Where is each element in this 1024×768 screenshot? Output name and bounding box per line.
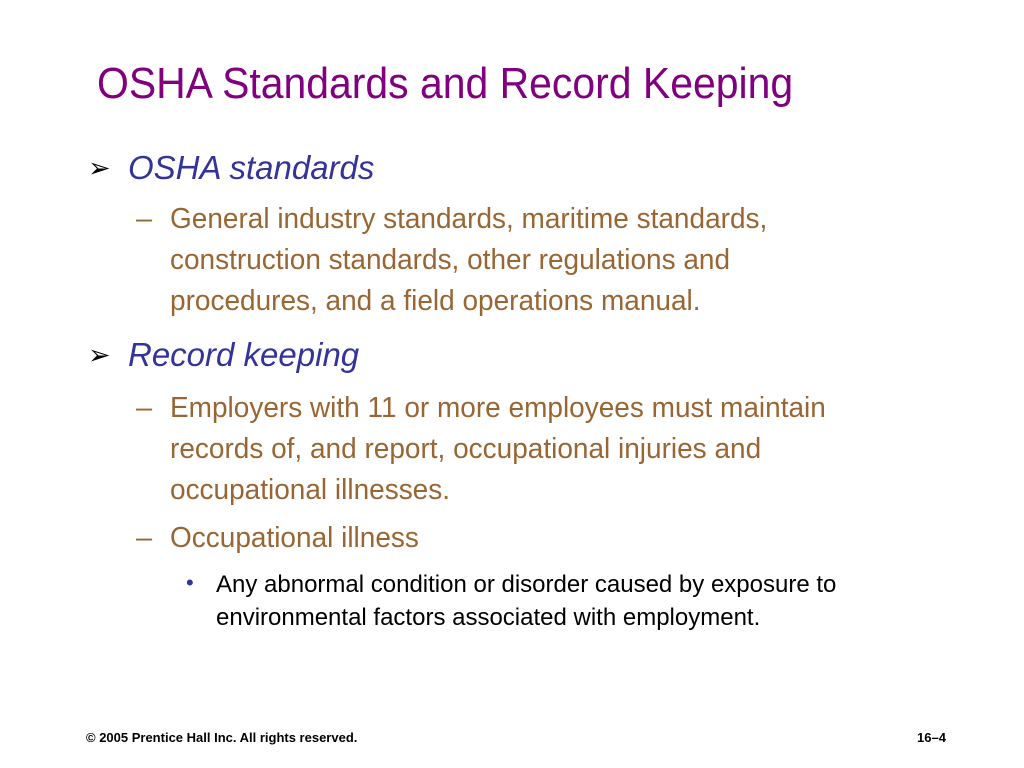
sub-list-item-text: Any abnormal condition or disorder caused by exposure to environmental factors associated with employment.	[216, 571, 837, 631]
footer-copyright: © 2005 Prentice Hall Inc. All rights reserved.	[86, 730, 358, 745]
slide-title: OSHA Standards and Record Keeping	[97, 59, 794, 108]
section-heading-record-keeping	[88, 335, 359, 375]
sub-list-item	[186, 568, 926, 634]
list-item-text: General industry standards, maritime standards, construction standards, other regulations and procedures, and a field operations manual.	[170, 203, 768, 317]
footer-page-number: 16–4	[917, 730, 946, 745]
list-item-text: Employers with 11 or more employees must maintain records of, and report, occupational injuries and occupational illnesses.	[170, 392, 826, 506]
arrow-bullet-icon: ➢	[88, 153, 111, 183]
list-item	[136, 518, 896, 559]
arrow-bullet-icon: ➢	[88, 340, 111, 370]
dash-bullet-icon: –	[136, 522, 153, 554]
dash-bullet-icon: –	[136, 392, 153, 424]
dot-bullet-icon: •	[186, 570, 194, 595]
section-heading-label: Record keeping	[128, 336, 360, 373]
list-item-text: Occupational illness	[170, 522, 419, 554]
list-item	[136, 199, 896, 322]
section-heading-label: OSHA standards	[128, 149, 375, 186]
dash-bullet-icon: –	[136, 203, 153, 235]
list-item	[136, 388, 896, 511]
section-heading-osha-standards	[88, 148, 374, 188]
